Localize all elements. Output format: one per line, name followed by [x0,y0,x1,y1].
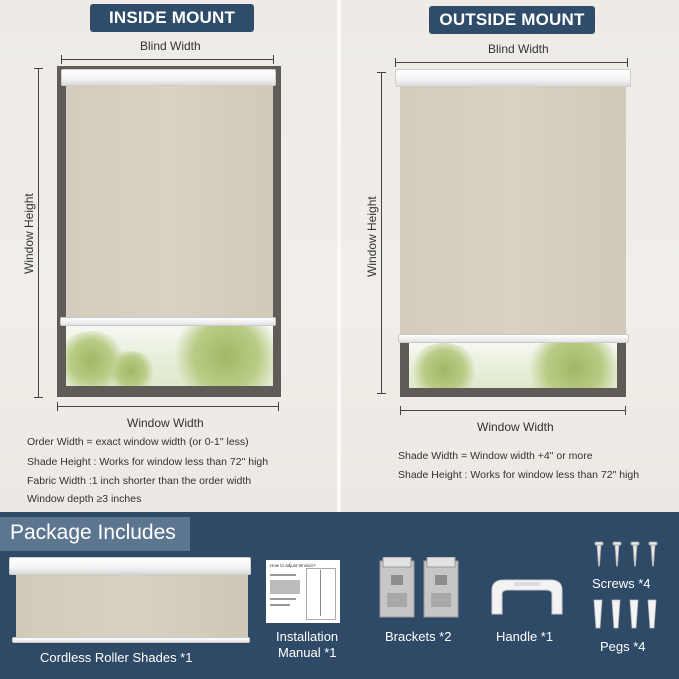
brackets-label: Brackets *2 [385,629,452,644]
screws-label: Screws *4 [592,576,651,591]
outside-note-shade-height: Shade Height : Works for window less than 72" high [398,469,640,481]
inside-note-shade-height: Shade Height : Works for window less than 72" high [27,456,269,468]
inside-shade-fabric [66,82,273,320]
package-title: Package Includes [10,521,176,544]
manual-label-line1: Installation [276,629,339,644]
handle-label: Handle *1 [496,629,554,644]
outside-window-height-label: Window Height [365,196,379,277]
outside-blind-width-tick-left [395,58,396,67]
package-shade-headrail [9,557,251,575]
inside-bottom-bar [60,317,276,326]
outside-bottom-bar [398,334,629,343]
inside-headrail [61,69,276,86]
outside-window-width-tick-right [625,406,626,415]
inside-window-width-tick-right [278,402,279,411]
outside-window-width-label: Window Width [477,420,554,434]
pegs-icon [590,598,660,630]
outside-blind-width-label: Blind Width [488,42,549,56]
outside-blind-width-line [395,62,628,63]
outside-window-width-line [400,410,626,411]
package-shade-bottom-bar [12,637,250,643]
inside-window-view [66,326,273,386]
inside-note-fabric-width: Fabric Width :1 inch shorter than the order width [27,475,252,487]
outside-window-height-tick-top [377,72,386,73]
inside-note-order-width: Order Width = exact window width (or 0-1" less) [27,436,249,448]
inside-window-width-tick-left [57,402,58,411]
brackets-icon [377,557,463,621]
inside-blind-width-tick-left [61,55,62,64]
inside-note-window-depth: Window depth ≥3 inches [27,493,142,505]
installation-manual-image [266,560,340,623]
inside-window-width-line [57,406,279,407]
outside-mount-badge: OUTSIDE MOUNT [429,6,595,34]
outside-window-height-line [381,72,382,394]
inside-window-height-label: Window Height [22,193,36,274]
outside-window-view [409,343,617,388]
inside-blind-width-line [61,59,274,60]
handle-icon [488,576,566,620]
outside-headrail [395,69,631,87]
inside-window-height-tick-top [34,68,43,69]
outside-window-height-tick-bottom [377,393,386,394]
screws-icon [592,540,660,570]
outside-shade-fabric [400,86,626,336]
shades-label: Cordless Roller Shades *1 [40,650,193,665]
inside-mount-badge: INSIDE MOUNT [90,4,254,32]
inside-window-height-tick-bottom [34,397,43,398]
manual-label-line2: Manual *1 [278,645,337,660]
inside-blind-width-label: Blind Width [140,39,201,53]
inside-window-width-label: Window Width [127,416,204,430]
outside-note-shade-width: Shade Width = Window width +4" or more [398,450,593,462]
package-shade-fabric [16,570,248,640]
outside-window-width-tick-left [400,406,401,415]
pegs-label: Pegs *4 [600,639,646,654]
outside-blind-width-tick-right [627,58,628,67]
manual-heading: How to adjust tension? [270,563,316,568]
inside-window-height-line [38,68,39,398]
inside-blind-width-tick-right [273,55,274,64]
